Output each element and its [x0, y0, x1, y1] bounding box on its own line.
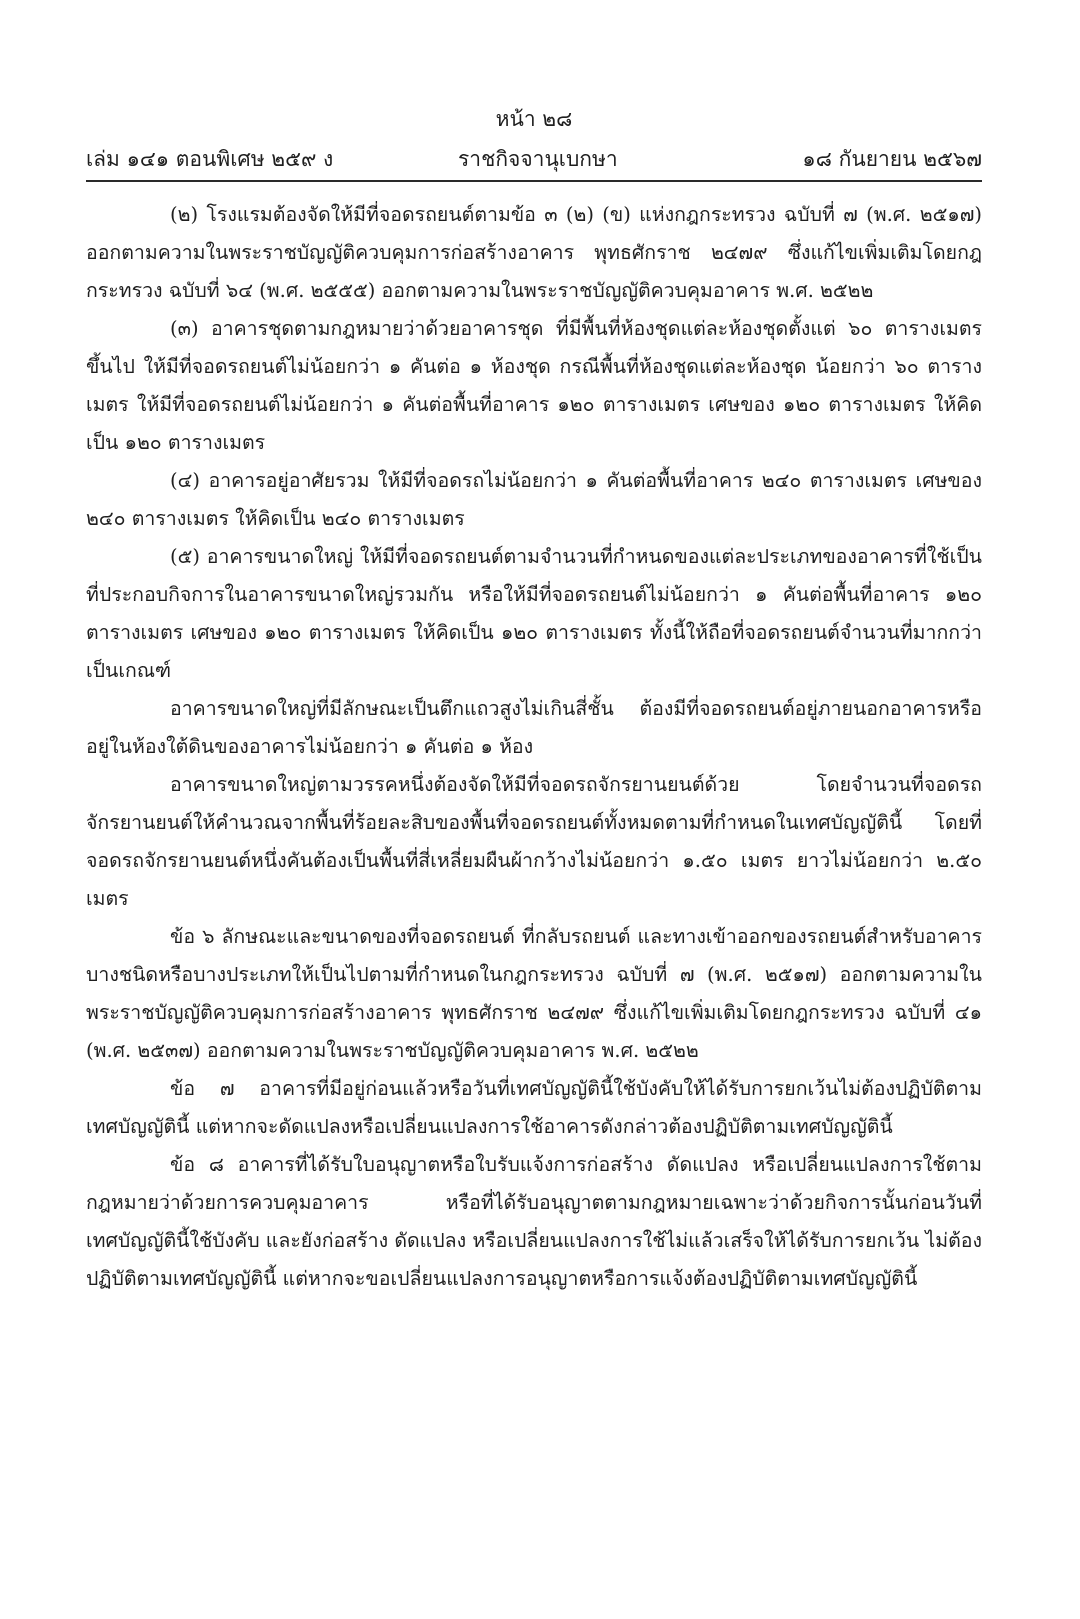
paragraph: อาคารขนาดใหญ่ตามวรรคหนึ่งต้องจัดให้มีที่จอดรถจักรยานยนต์ด้วย โดยจำนวนที่จอดรถจักรยานยนต์ให้คำนวณจากพื้นที่ร้อยละสิบของพื้นที่จอดรถยนต์ทั้งหมดตามที่กำหนดในเทศบัญญัตินี้ โดยที่จอดรถจักรยานยนต์หนึ่งคันต้องเป็นพื้นที่สี่เหลี่ยมผืนผ้ากว้างไม่น้อยกว่า ๑.๕๐ เมตร ยาวไม่น้อยกว่า ๒.๕๐ เมตร	[86, 773, 982, 910]
paragraph: (๔) อาคารอยู่อาศัยรวม ให้มีที่จอดรถไม่น้อยกว่า ๑ คันต่อพื้นที่อาคาร ๒๔๐ ตารางเมตร เศษของ ๒๔๐ ตารางเมตร ให้คิดเป็น ๒๔๐ ตารางเมตร	[86, 469, 982, 530]
paragraph: (๒) โรงแรมต้องจัดให้มีที่จอดรถยนต์ตามข้อ ๓ (๒) (ข) แห่งกฎกระทรวง ฉบับที่ ๗ (พ.ศ. ๒๕๑๗) ออกตามความในพระราชบัญญัติควบคุมการก่อสร้างอาคาร พุทธศักราช ๒๔๗๙ ซึ่งแก้ไขเพิ่มเติมโดยกฎกระทรวง ฉบับที่ ๖๔ (พ.ศ. ๒๕๕๕) ออกตามความในพระราชบัญญัติควบคุมอาคาร พ.ศ. ๒๕๒๒	[86, 203, 982, 302]
paragraph: (๕) อาคารขนาดใหญ่ ให้มีที่จอดรถยนต์ตามจำนวนที่กำหนดของแต่ละประเภทของอาคารที่ใช้เป็นที่ประกอบกิจการในอาคารขนาดใหญ่รวมกัน หรือให้มีที่จอดรถยนต์ไม่น้อยกว่า ๑ คันต่อพื้นที่อาคาร ๑๒๐ ตารางเมตร เศษของ ๑๒๐ ตารางเมตร ให้คิดเป็น ๑๒๐ ตารางเมตร ทั้งนี้ให้ถือที่จอดรถยนต์จำนวนที่มากกว่าเป็นเกณฑ์	[86, 545, 982, 682]
page-header	[86, 104, 982, 186]
document-body	[86, 196, 982, 1298]
publication-name: ราชกิจจานุเบกษา	[458, 147, 618, 171]
paragraph: (๓) อาคารชุดตามกฎหมายว่าด้วยอาคารชุด ที่มีพื้นที่ห้องชุดแต่ละห้องชุดตั้งแต่ ๖๐ ตารางเมตรขึ้นไป ให้มีที่จอดรถยนต์ไม่น้อยกว่า ๑ คันต่อ ๑ ห้องชุด กรณีพื้นที่ห้องชุดแต่ละห้องชุด น้อยกว่า ๖๐ ตารางเมตร ให้มีที่จอดรถยนต์ไม่น้อยกว่า ๑ คันต่อพื้นที่อาคาร ๑๒๐ ตารางเมตร เศษของ ๑๒๐ ตารางเมตร ให้คิดเป็น ๑๒๐ ตารางเมตร	[86, 317, 982, 454]
page-number: หน้า ๒๘	[495, 107, 573, 131]
header-row	[86, 142, 982, 176]
volume-issue: เล่ม ๑๔๑ ตอนพิเศษ ๒๕๙ ง	[86, 147, 334, 171]
paragraph: ข้อ ๗ อาคารที่มีอยู่ก่อนแล้วหรือวันที่เทศบัญญัตินี้ใช้บังคับให้ได้รับการยกเว้นไม่ต้องปฏิบัติตามเทศบัญญัตินี้ แต่หากจะดัดแปลงหรือเปลี่ยนแปลงการใช้อาคารดังกล่าวต้องปฏิบัติตามเทศบัญญัตินี้	[86, 1077, 982, 1138]
header-divider	[86, 180, 982, 182]
paragraph: ข้อ ๘ อาคารที่ได้รับใบอนุญาตหรือใบรับแจ้งการก่อสร้าง ดัดแปลง หรือเปลี่ยนแปลงการใช้ตามกฎหมายว่าด้วยการควบคุมอาคาร หรือที่ได้รับอนุญาตตามกฎหมายเฉพาะว่าด้วยกิจการนั้นก่อนวันที่เทศบัญญัตินี้ใช้บังคับ และยังก่อสร้าง ดัดแปลง หรือเปลี่ยนแปลงการใช้ไม่แล้วเสร็จให้ได้รับการยกเว้น ไม่ต้องปฏิบัติตามเทศบัญญัตินี้ แต่หากจะขอเปลี่ยนแปลงการอนุญาตหรือการแจ้งต้องปฏิบัติตามเทศบัญญัตินี้	[86, 1153, 982, 1290]
paragraph: อาคารขนาดใหญ่ที่มีลักษณะเป็นตึกแถวสูงไม่เกินสี่ชั้น ต้องมีที่จอดรถยนต์อยู่ภายนอกอาคารหรืออยู่ในห้องใต้ดินของอาคารไม่น้อยกว่า ๑ คันต่อ ๑ ห้อง	[86, 697, 982, 758]
publication-date: ๑๘ กันยายน ๒๕๖๗	[802, 147, 982, 171]
paragraph: ข้อ ๖ ลักษณะและขนาดของที่จอดรถยนต์ ที่กลับรถยนต์ และทางเข้าออกของรถยนต์สำหรับอาคารบางชนิดหรือบางประเภทให้เป็นไปตามที่กำหนดในกฎกระทรวง ฉบับที่ ๗ (พ.ศ. ๒๕๑๗) ออกตามความในพระราชบัญญัติควบคุมการก่อสร้างอาคาร พุทธศักราช ๒๔๗๙ ซึ่งแก้ไขเพิ่มเติมโดยกฎกระทรวง ฉบับที่ ๔๑ (พ.ศ. ๒๕๓๗) ออกตามความในพระราชบัญญัติควบคุมอาคาร พ.ศ. ๒๕๒๒	[86, 925, 982, 1062]
